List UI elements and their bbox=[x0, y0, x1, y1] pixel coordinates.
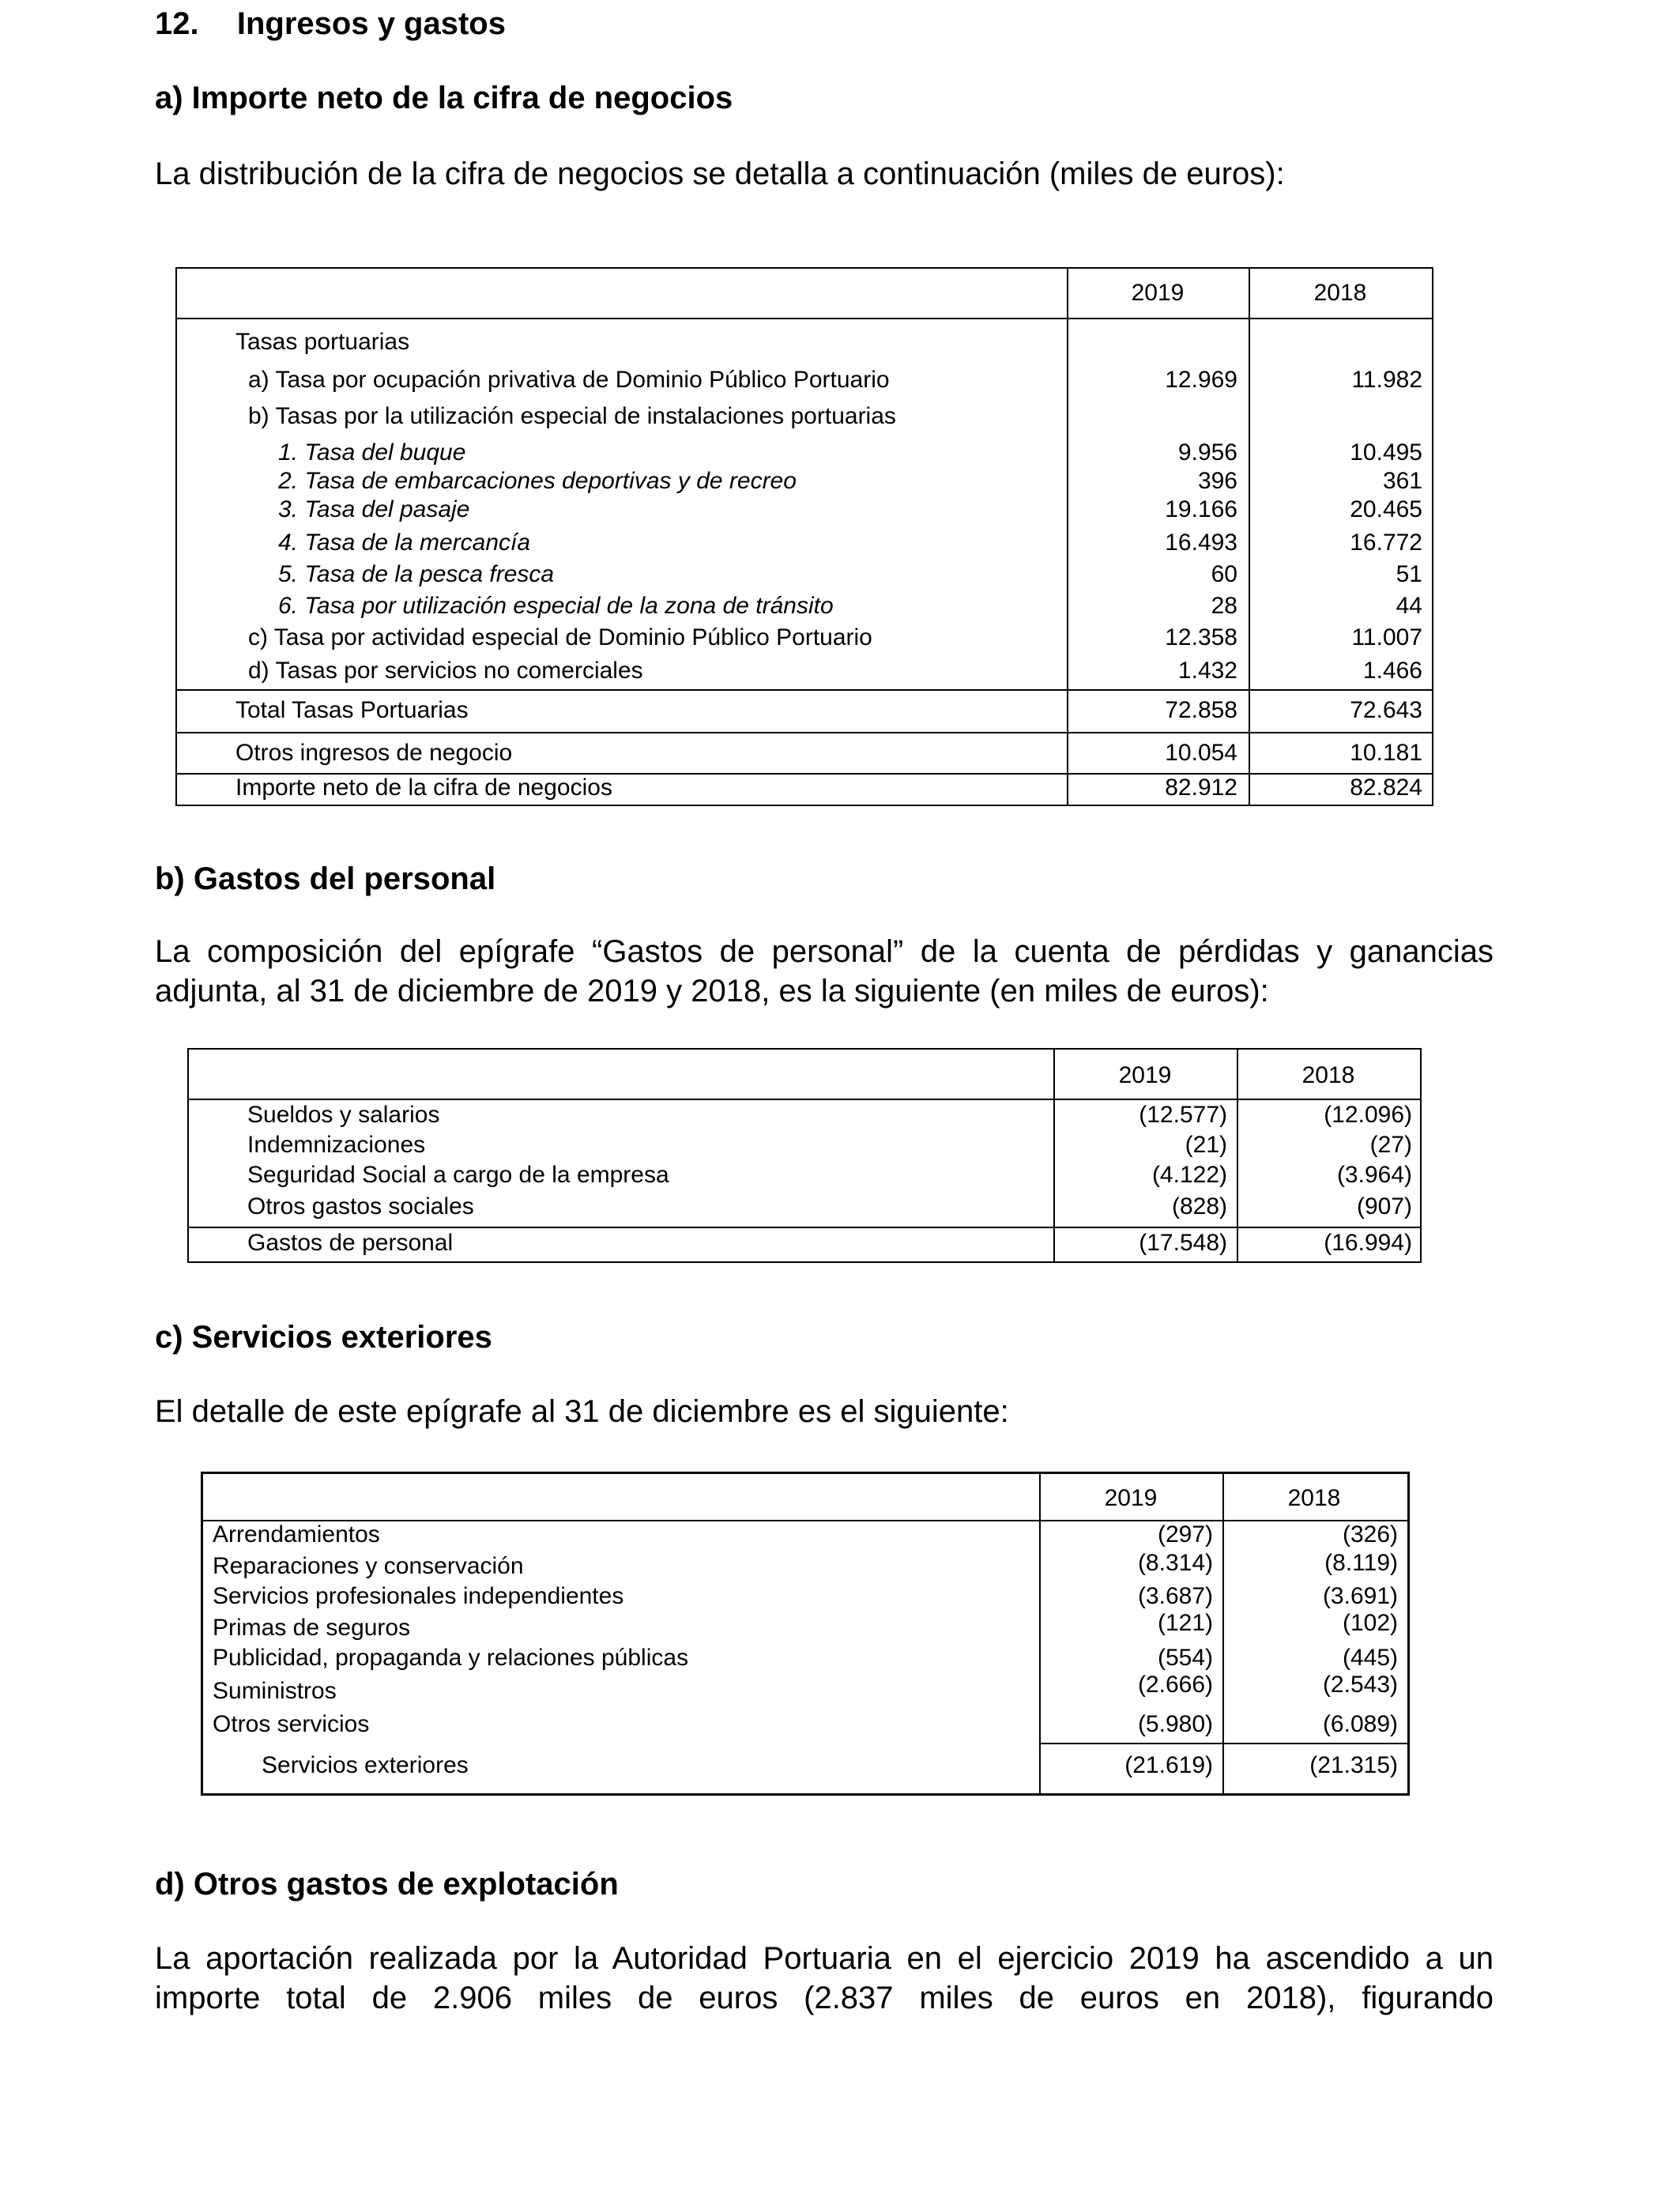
table-row-label: 4. Tasa de la mercancía bbox=[278, 530, 531, 556]
table-cell: 16.772 bbox=[1350, 530, 1422, 556]
total-cell: 82.824 bbox=[1350, 775, 1422, 801]
total-cell: 72.643 bbox=[1350, 697, 1422, 723]
table-row-label: 3. Tasa del pasaje bbox=[278, 496, 470, 522]
table-cell: 28 bbox=[1211, 593, 1237, 619]
row-divider bbox=[1039, 1743, 1407, 1744]
heading-b: b) Gastos del personal bbox=[155, 861, 496, 896]
table-cell: (5.980) bbox=[1137, 1711, 1213, 1737]
table-row-label: 1. Tasa del buque bbox=[278, 439, 466, 466]
table-cell: (8.119) bbox=[1324, 1550, 1398, 1576]
table-cell: (297) bbox=[1157, 1521, 1213, 1547]
section-title bbox=[155, 6, 506, 42]
table-cell: (12.577) bbox=[1139, 1102, 1227, 1128]
table-row-label: Sueldos y salarios bbox=[247, 1102, 440, 1128]
table-cell: (828) bbox=[1171, 1193, 1227, 1220]
table-servicios-exteriores bbox=[201, 1472, 1410, 1796]
paragraph-d-line2: importe total de 2.906 miles de euros (2.837 miles de euros en 2018), figurando bbox=[155, 1981, 1494, 2015]
table-cifra-negocios bbox=[175, 267, 1433, 806]
table-cell: (8.314) bbox=[1137, 1550, 1213, 1576]
year-header: 2018 bbox=[1313, 280, 1367, 306]
table-row-label: Otros servicios bbox=[213, 1711, 370, 1737]
table-row-label: c) Tasa por actividad especial de Dominio Público Portuario bbox=[248, 624, 872, 650]
table-cell: (2.666) bbox=[1137, 1672, 1213, 1698]
table-cell: (554) bbox=[1157, 1645, 1213, 1671]
total-cell: (21.619) bbox=[1124, 1752, 1213, 1778]
table-cell: (445) bbox=[1342, 1645, 1398, 1671]
row-divider bbox=[189, 1227, 1420, 1228]
year-header: 2019 bbox=[1131, 280, 1185, 306]
table-row-label: Primas de seguros bbox=[213, 1615, 411, 1641]
heading-d: d) Otros gastos de explotación bbox=[155, 1867, 619, 1902]
table-cell: 12.358 bbox=[1165, 624, 1237, 650]
table-cell: (27) bbox=[1369, 1132, 1412, 1158]
group-label: Tasas portuarias bbox=[235, 329, 410, 355]
table-cell: (2.543) bbox=[1322, 1672, 1398, 1698]
table-cell: (4.122) bbox=[1151, 1162, 1227, 1188]
intro-b-line1: La composición del epígrafe “Gastos de personal” de la cuenta de pérdidas y ganancias bbox=[155, 934, 1494, 969]
year-header: 2019 bbox=[1118, 1062, 1172, 1088]
table-row-label: a) Tasa por ocupación privativa de Dominio Público Portuario bbox=[248, 367, 890, 393]
table-cell: (12.096) bbox=[1324, 1102, 1412, 1128]
total-cell: 72.858 bbox=[1165, 697, 1237, 723]
table-cell: 10.181 bbox=[1350, 740, 1422, 766]
table-cell: (3.687) bbox=[1137, 1583, 1213, 1609]
table-row-label: d) Tasas por servicios no comerciales bbox=[248, 658, 643, 684]
total-cell: (16.994) bbox=[1324, 1230, 1412, 1256]
table-row-label: Reparaciones y conservación bbox=[213, 1553, 524, 1579]
table-cell: (6.089) bbox=[1322, 1711, 1398, 1737]
table-cell: (121) bbox=[1157, 1610, 1213, 1636]
table-row-label: Suministros bbox=[213, 1678, 337, 1704]
intro-b-line2: adjunta, al 31 de diciembre de 2019 y 2018, es la siguiente (en miles de euros): bbox=[155, 974, 1269, 1008]
table-row-label: Publicidad, propaganda y relaciones públicas bbox=[213, 1645, 689, 1671]
total-label: Servicios exteriores bbox=[262, 1752, 469, 1778]
table-cell: 10.054 bbox=[1165, 740, 1237, 766]
total-label: Importe neto de la cifra de negocios bbox=[235, 775, 612, 801]
section-number: 12. bbox=[155, 6, 199, 41]
table-row-label: Otros ingresos de negocio bbox=[235, 740, 513, 766]
section-title-text: Ingresos y gastos bbox=[236, 6, 506, 41]
table-cell: (3.964) bbox=[1336, 1162, 1412, 1188]
total-label: Gastos de personal bbox=[247, 1230, 454, 1256]
year-header: 2019 bbox=[1104, 1485, 1158, 1511]
table-row-label: Indemnizaciones bbox=[247, 1132, 426, 1158]
table-row-label: b) Tasas por la utilización especial de instalaciones portuarias bbox=[248, 403, 896, 429]
table-row-label: Servicios profesionales independientes bbox=[213, 1583, 624, 1609]
table-cell: 1.432 bbox=[1177, 658, 1237, 684]
row-divider bbox=[189, 1099, 1420, 1100]
total-cell: 82.912 bbox=[1165, 775, 1237, 801]
row-divider bbox=[177, 318, 1432, 319]
table-cell: 16.493 bbox=[1165, 530, 1237, 556]
table-cell: 396 bbox=[1197, 468, 1237, 494]
table-gastos-personal bbox=[187, 1048, 1422, 1263]
table-cell: 20.465 bbox=[1350, 496, 1422, 522]
table-cell: 9.956 bbox=[1177, 439, 1237, 466]
table-cell: 12.969 bbox=[1165, 367, 1237, 393]
heading-c: c) Servicios exteriores bbox=[155, 1320, 492, 1355]
total-label: Total Tasas Portuarias bbox=[235, 697, 469, 723]
intro-c: El detalle de este epígrafe al 31 de diciembre es el siguiente: bbox=[155, 1394, 1009, 1429]
total-cell: (17.548) bbox=[1139, 1230, 1227, 1256]
row-divider bbox=[177, 689, 1432, 691]
year-header: 2018 bbox=[1287, 1485, 1341, 1511]
intro-a: La distribución de la cifra de negocios se detalla a continuación (miles de euros): bbox=[155, 156, 1285, 191]
year-header: 2018 bbox=[1301, 1062, 1355, 1088]
paragraph-d-line1: La aportación realizada por la Autoridad Portuaria en el ejercicio 2019 ha ascendido a un bbox=[155, 1941, 1494, 1976]
table-cell: (326) bbox=[1342, 1521, 1398, 1547]
table-cell: 44 bbox=[1396, 593, 1422, 619]
table-cell: 11.982 bbox=[1351, 367, 1422, 393]
table-cell: 60 bbox=[1211, 561, 1237, 587]
table-row-label: 2. Tasa de embarcaciones deportivas y de recreo bbox=[278, 468, 797, 494]
table-row-label: 5. Tasa de la pesca fresca bbox=[278, 561, 555, 587]
table-cell: 19.166 bbox=[1165, 496, 1237, 522]
table-row-label: 6. Tasa por utilización especial de la zona de tránsito bbox=[278, 593, 834, 619]
table-cell: 361 bbox=[1382, 468, 1422, 494]
table-cell: 11.007 bbox=[1351, 624, 1422, 650]
table-row-label: Otros gastos sociales bbox=[247, 1193, 474, 1220]
row-divider bbox=[177, 732, 1432, 733]
table-row-label: Arrendamientos bbox=[213, 1521, 380, 1547]
heading-a: a) Importe neto de la cifra de negocios bbox=[155, 81, 733, 115]
table-row-label: Seguridad Social a cargo de la empresa bbox=[247, 1162, 669, 1188]
table-cell: (102) bbox=[1342, 1610, 1398, 1636]
table-cell: (21) bbox=[1185, 1132, 1227, 1158]
table-cell: (3.691) bbox=[1322, 1583, 1398, 1609]
total-cell: (21.315) bbox=[1309, 1752, 1398, 1778]
table-cell: (907) bbox=[1356, 1193, 1412, 1220]
table-cell: 1.466 bbox=[1362, 658, 1422, 684]
table-cell: 10.495 bbox=[1350, 439, 1422, 466]
table-cell: 51 bbox=[1396, 561, 1422, 587]
